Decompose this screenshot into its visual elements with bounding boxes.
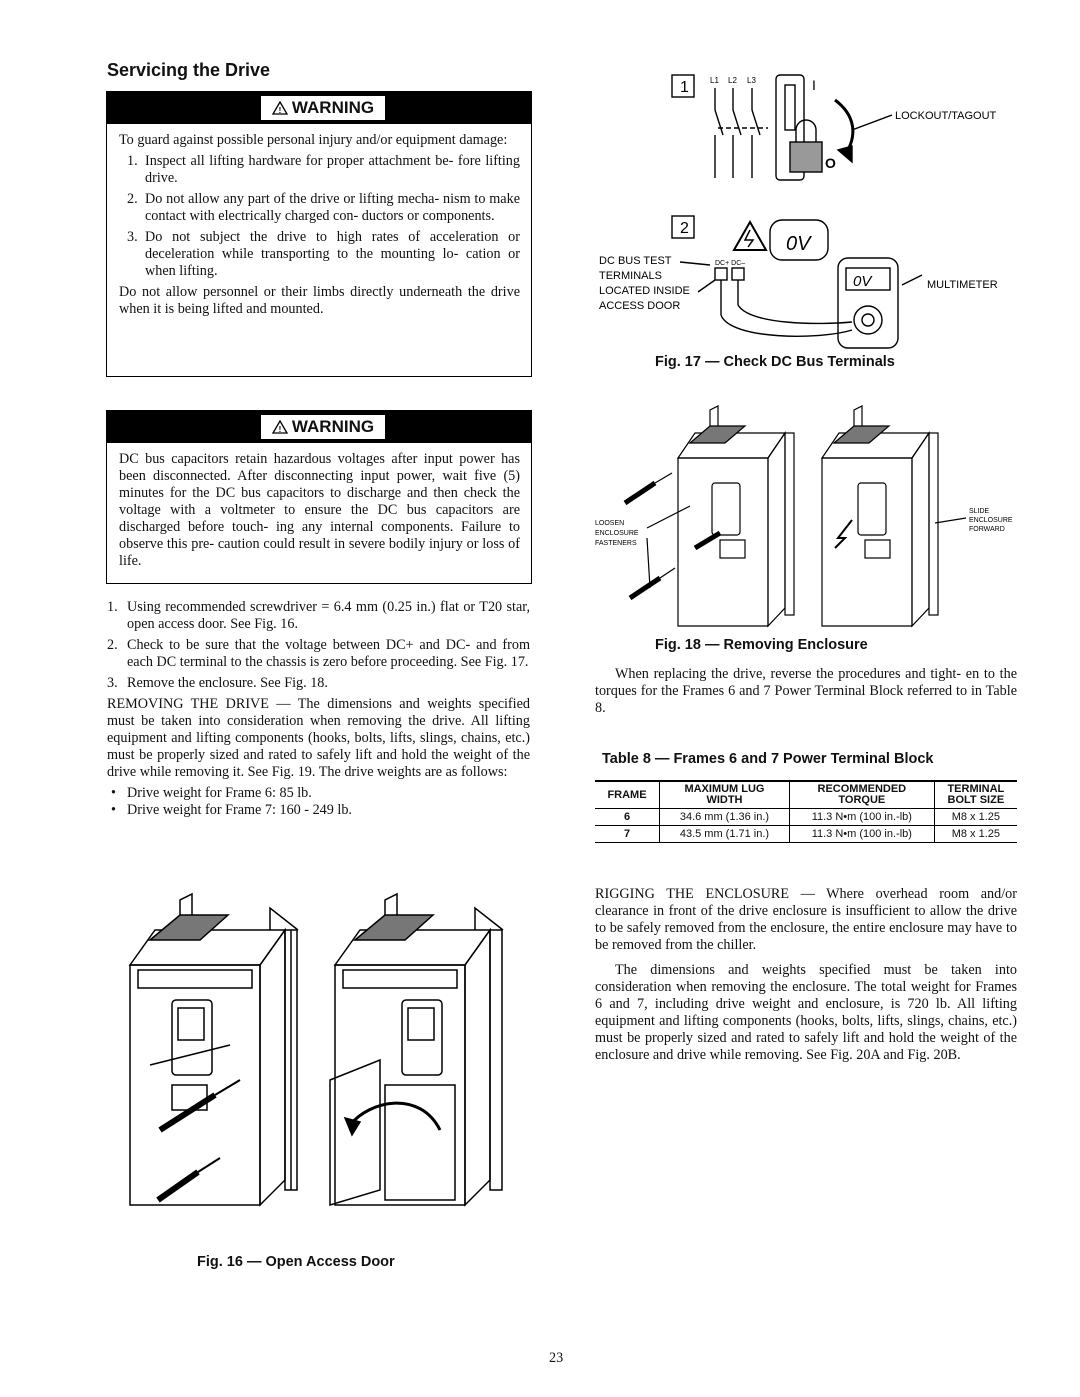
table-row: 6 34.6 mm (1.36 in.) 11.3 N•m (100 in.-lb) M8 x 1.25 <box>595 809 1017 826</box>
switch-on-label: I <box>812 77 816 93</box>
column-header: MAXIMUM LUG WIDTH <box>660 781 790 809</box>
column-header: FRAME <box>595 781 660 809</box>
rigging-paragraph: RIGGING THE ENCLOSURE — Where overhead room and/or clearance in front of the drive enclosure is insufficient to allow the drive to be safely removed from the enclosure, the entire enclosure may have to be removed from the chiller. <box>595 886 1017 953</box>
meter-reading: 0V <box>853 273 872 290</box>
list-item: 1. Using recommended screwdriver = 6.4 mm (0.25 in.) flat or T20 star, open access door. See Fig. 16. <box>107 599 530 632</box>
meter-reading-large: 0V <box>786 233 811 255</box>
open-access-door-illustration <box>120 890 530 1235</box>
list-item: 2. Check to be sure that the voltage between DC+ and DC- and from each DC terminal to the chassis is zero before proceeding. See Fig. 17. <box>107 637 530 670</box>
column-header: TERMINAL BOLT SIZE <box>934 781 1017 809</box>
procedure-steps <box>107 599 530 819</box>
warning-label <box>261 96 385 120</box>
dc-terminals-label: DC+ DC– <box>715 260 746 267</box>
phase-label: L1 <box>710 76 719 85</box>
fig17-caption: Fig. 17 — Check DC Bus Terminals <box>655 354 895 370</box>
table-header-row <box>595 781 1017 809</box>
slide-enclosure-label: SLIDE ENCLOSURE FORWARD <box>969 508 1013 533</box>
warning-box-lifting <box>106 91 532 377</box>
list-item: 2. Do not allow any part of the drive or lifting mecha- nism to make contact with electrically charged con- ductors or components. <box>127 191 520 224</box>
phase-label: L3 <box>747 76 756 85</box>
check-dc-bus-terminals-illustration <box>590 70 1020 350</box>
section-title: Servicing the Drive <box>107 60 271 80</box>
dimensions-paragraph: The dimensions and weights specified must be taken into consideration when removing the enclosure. The total weight for Frames 6 and 7, including drive weight and enclosure, is 720 lb. All lifting equipment and lifting components (hooks, bolts, lifts, slings, chains, etc.) must be properly sized and rated to safely lift and hold the weight of the enclosure and drive while removing. See Fig. 20A and Fig. 20B. <box>595 962 1017 1063</box>
lockout-tagout-label: LOCKOUT/TAGOUT <box>895 110 997 122</box>
warning-intro: To guard against possible personal injury and/or equipment damage: <box>119 132 508 148</box>
warning-triangle-icon <box>272 420 288 434</box>
column-header: RECOMMENDED TORQUE <box>789 781 934 809</box>
svg-text:!: ! <box>278 425 282 434</box>
warning-text: DC bus capacitors retain hazardous voltages after input power has been disconnected. After disconnecting input power, wait five (5) minutes for the DC bus capacitors to discharge and then check the voltage with a voltmeter to ensure the DC bus capacitors are discharged before touch- ing any internal components. Failure to observe this pre- caution could result in severe bodily injury or loss of life. <box>119 451 520 569</box>
list-item: 3. Remove the enclosure. See Fig. 18. <box>107 675 328 691</box>
step-number: 2 <box>680 220 689 237</box>
warning-outro: Do not allow personnel or their limbs directly underneath the drive when it is being lifted and mounted. <box>119 284 520 317</box>
warning-triangle-icon <box>272 101 288 115</box>
list-item: • Drive weight for Frame 6: 85 lb. <box>111 785 312 801</box>
list-item: 3. Do not subject the drive to high rates of acceleration or deceleration while transporting to the mounting lo- cation or when lifting. <box>127 229 520 279</box>
table-row: 7 43.5 mm (1.71 in.) 11.3 N•m (100 in.-lb) M8 x 1.25 <box>595 826 1017 843</box>
warning-label <box>261 415 385 439</box>
power-terminal-block-table <box>595 780 1017 843</box>
warning-header <box>107 411 531 443</box>
table8-title: Table 8 — Frames 6 and 7 Power Terminal Block <box>602 751 934 767</box>
warning-box-dc-bus <box>106 410 532 584</box>
warning-list <box>119 153 520 280</box>
list-item: 1. Inspect all lifting hardware for proper attachment be- fore lifting drive. <box>127 153 520 186</box>
page-number: 23 <box>549 1350 564 1366</box>
warning-header <box>107 92 531 124</box>
phase-label: L2 <box>728 76 737 85</box>
list-item: • Drive weight for Frame 7: 160 - 249 lb. <box>111 802 352 818</box>
replacing-paragraph: When replacing the drive, reverse the procedures and tight- en to the torques for the Frames 6 and 7 Power Terminal Block referred to in Table 8. <box>595 666 1017 716</box>
fig18-caption: Fig. 18 — Removing Enclosure <box>655 637 868 653</box>
fig16-caption: Fig. 16 — Open Access Door <box>197 1254 395 1270</box>
warning-label-text: WARNING <box>291 98 375 117</box>
step-number: 1 <box>680 79 689 96</box>
svg-text:!: ! <box>278 106 282 115</box>
warning-label-text: WARNING <box>291 417 375 436</box>
multimeter-label: MULTIMETER <box>927 279 998 291</box>
removing-drive-paragraph: REMOVING THE DRIVE — The dimensions and weights specified must be taken into consideration when removing the drive. All lifting equipment and lifting components (hooks, bolts, lifts, slings, chains, etc.) must be properly sized and rated to safely lift and hold the weight of the drive while removing it. See Fig. 19. The drive weights are as follows: <box>107 696 530 780</box>
removing-enclosure-illustration <box>590 398 1020 633</box>
switch-off-label: O <box>825 155 836 171</box>
loosen-fasteners-label: LOOSEN ENCLOSURE FASTENERS <box>595 520 639 547</box>
dc-bus-test-label: DC BUS TEST TERMINALS LOCATED INSIDE ACCESS DOOR <box>599 255 690 312</box>
